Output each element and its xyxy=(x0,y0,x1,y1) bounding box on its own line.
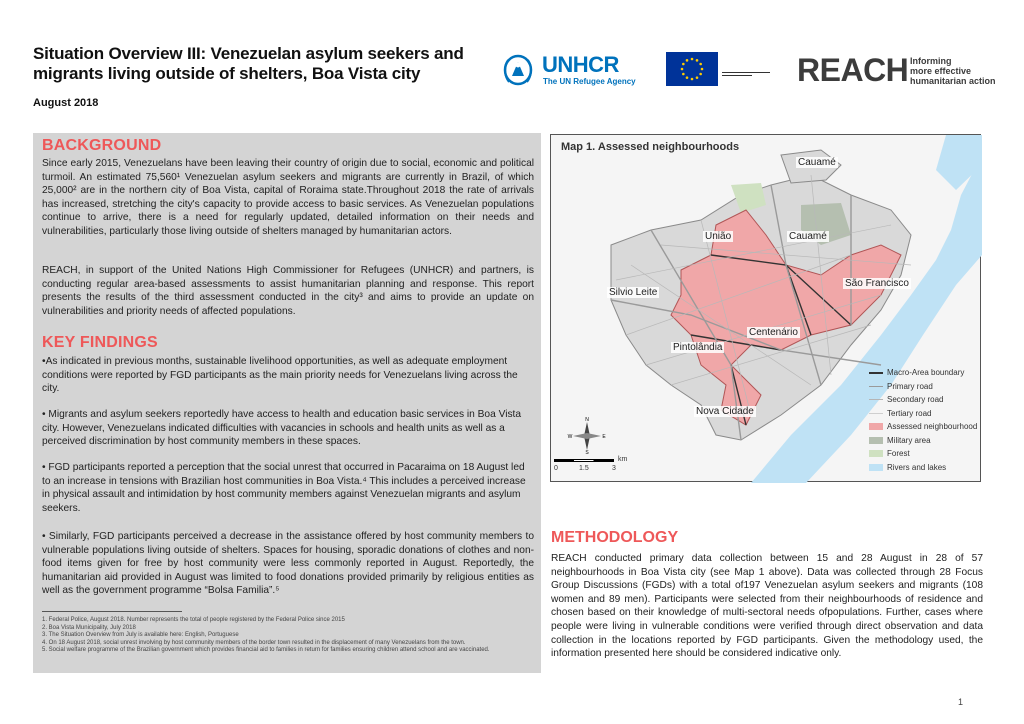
scale-bar xyxy=(554,455,628,477)
eu-star xyxy=(681,68,684,71)
label-sao-francisco: São Francisco xyxy=(845,278,909,289)
footnote-5: 5. Social welfare programme of the Brazilian government which provides financial aid to families in return for families ensuring children attend school and are vaccinated. xyxy=(42,647,490,654)
label-centenario: Centenário xyxy=(749,327,798,338)
legend-swatch xyxy=(869,413,883,414)
footnote-2: 2. Boa Vista Municipality, July 2018 xyxy=(42,624,136,631)
legend-label: Assessed neighbourhood xyxy=(887,422,978,431)
compass-w: W xyxy=(567,434,573,440)
unhcr-logo xyxy=(500,50,640,92)
footnote-1: 1. Federal Police, August 2018. Number represents the total of people registered by the Federal Police since 2015 xyxy=(42,617,345,623)
label-nova-cidade: Nova Cidade xyxy=(696,406,754,417)
legend-swatch xyxy=(869,386,883,387)
key-finding-3: • FGD participants reported a perception that the social unrest that occurred in Pacaraima on 18 August led to an increase in tensions with Brazilian host communities in Boa Vista.⁴ This includes a perceived increase in physical assault and intimidation by host community members against Venezuelan migrants and asylum seekers. xyxy=(42,462,526,514)
legend-swatch xyxy=(869,372,883,374)
label-pintolandia: Pintolândia xyxy=(673,342,723,353)
scale-tick-0: 0 xyxy=(554,465,558,472)
key-finding-4: • Similarly, FGD participants perceived a decrease in the assistance offered by host community members to vulnerable populations living outside of shelters. Spaces for housing, sporadic donations of clothes and non-food items given for free by host community were less commonly reported in August. Reportedly, the humanitarian aid provided in August was limited to food donations provided primarily by religious entities as well as the government programme “Bolsa Familia”.⁵ xyxy=(42,531,534,596)
title-line-1: Situation Overview III: Venezuelan asylum seekers and xyxy=(33,44,464,63)
legend-label: Rivers and lakes xyxy=(887,462,947,472)
scale-tick-1: 1.5 xyxy=(579,465,589,472)
eu-star xyxy=(699,63,702,66)
reach-tagline-2: more effective xyxy=(910,66,972,76)
eu-stars-icon xyxy=(666,52,718,86)
compass-s: S xyxy=(585,450,589,456)
compass-e: E xyxy=(602,434,606,440)
label-caume-north: Cauamé xyxy=(798,157,836,168)
legend-item xyxy=(869,462,979,476)
footnote-4[interactable]: 4. On 18 August 2018, social unrest involving by host community members of the border town resulted in the displacement of many Venezuelans from the town. xyxy=(42,639,466,646)
key-finding-2: • Migrants and asylum seekers reportedly have access to health and education basic services in Boa Vista city. However, Venezuelans indicated difficulties with vacancies in schools and health units as well as a perceived discrimination by host community members in these spaces. xyxy=(42,409,522,447)
assessed-neighbourhoods-map xyxy=(550,134,981,482)
scale-unit: km xyxy=(618,456,628,463)
eu-star xyxy=(682,73,685,76)
label-uniao: União xyxy=(705,231,732,242)
eu-star xyxy=(696,59,699,62)
legend-label: Military area xyxy=(887,435,931,445)
reach-tagline-1: Informing xyxy=(910,56,952,66)
eu-star xyxy=(701,68,704,71)
legend-swatch xyxy=(869,464,883,471)
label-silvio-leite: Silvio Leite xyxy=(609,287,658,298)
compass-n: N xyxy=(585,417,589,423)
legend-item xyxy=(869,394,979,408)
background-paragraph-1: Since early 2015, Venezuelans have been leaving their country of origin due to social, economic and political turmoil. An estimated 75,560¹ Venezuelan asylum seekers and migrants are currently in Brazil, of which 25,000² are in the northern city of Boa Vista, capital of Roraima state.Throughout 2018 the rate of arrivals has increased, stretching the city's capacity to provide access to basic services. As Venezuelan populations continue to arrive, there is a need for regularly updated, detailed information on their needs and vulnerabilities, particularly those living outside of shelters managed by humanitarian actors. xyxy=(42,158,534,237)
background-paragraph-2: REACH, in support of the United Nations High Commissioner for Refugees (UNHCR) and partners, is conducting regular area-based assessments to assist humanitarian planning and response. This report presents the results of the third assessment conducted in the city³ and aims to provide an update on vulnerabilities and priority needs of affected populations. xyxy=(42,265,534,317)
footnotes xyxy=(42,617,537,655)
title-line-2: migrants living outside of shelters, Boa Vista city xyxy=(33,64,421,83)
legend-label: Primary road xyxy=(887,381,933,391)
eu-caption xyxy=(722,72,772,76)
eu-star xyxy=(686,76,689,79)
reach-logo: REACH xyxy=(797,52,909,88)
legend-label: Forest xyxy=(887,449,910,458)
footnote-3[interactable]: 3. The Situation Overview from July is available here: English, Portuguese xyxy=(42,632,239,639)
map-legend xyxy=(869,367,979,475)
eu-star xyxy=(699,73,702,76)
label-caume: Cauamé xyxy=(789,231,827,242)
legend-label: Tertiary road xyxy=(887,408,932,418)
map-title: Map 1. Assessed neighbourhoods xyxy=(561,141,740,153)
footnote-divider xyxy=(42,611,182,612)
legend-label: Macro-Area boundary xyxy=(887,368,965,377)
eu-star xyxy=(686,59,689,62)
unhcr-emblem-icon xyxy=(500,50,536,90)
scale-bar-graphic xyxy=(554,459,614,462)
scale-tick-2: 3 xyxy=(612,465,616,472)
eu-star xyxy=(691,58,694,61)
legend-swatch xyxy=(869,399,883,400)
legend-item xyxy=(869,408,979,422)
legend-item xyxy=(869,381,979,395)
key-findings-heading: KEY FINDINGS xyxy=(42,334,158,351)
eu-star xyxy=(696,76,699,79)
legend-swatch xyxy=(869,423,883,430)
eu-flag-logo xyxy=(666,52,718,86)
legend-label: Secondary road xyxy=(887,395,944,404)
legend-swatch xyxy=(869,437,883,444)
unhcr-name: UNHCR xyxy=(542,52,619,77)
page-number: 1 xyxy=(958,697,964,707)
reach-tagline xyxy=(910,56,996,86)
methodology-heading: METHODOLOGY xyxy=(551,529,679,546)
unhcr-tagline: The UN Refugee Agency xyxy=(543,77,636,86)
methodology-text: REACH conducted primary data collection between 15 and 28 August in 28 of 57 neighbourhoods in Boa Vista city (see Map 1 above). Data was collected through 28 Focus Group Discussions (FGDs) with a total of197 Venezuelan asylum seekers and migrants (108 women and 89 men). Participants were selected from their neighbourhoods of residence and chosen based on their knowledge of multi-sectoral needs ofpopulations. Further, cases where people were living in vulnerable conditions were verified through direct observation and data collection in the locations reported by FGD participants. Given the methodology used, the information presented here should be considered indicative only. xyxy=(551,553,983,660)
key-finding-1: •As indicated in previous months, sustainable livelihood opportunities, as well as adequate employment conditions were reported by FGD participants as the main priority needs for Venezuelans living across the city. xyxy=(42,356,518,394)
legend-item xyxy=(869,367,979,381)
compass-icon xyxy=(569,418,605,454)
page-title xyxy=(33,44,493,84)
legend-item xyxy=(869,421,979,435)
eu-star xyxy=(691,78,694,81)
report-date: August 2018 xyxy=(33,97,99,109)
legend-item xyxy=(869,448,979,462)
legend-swatch xyxy=(869,450,883,457)
background-heading: BACKGROUND xyxy=(42,137,162,154)
eu-star xyxy=(682,63,685,66)
legend-item xyxy=(869,435,979,449)
reach-tagline-3: humanitarian action xyxy=(910,76,996,86)
